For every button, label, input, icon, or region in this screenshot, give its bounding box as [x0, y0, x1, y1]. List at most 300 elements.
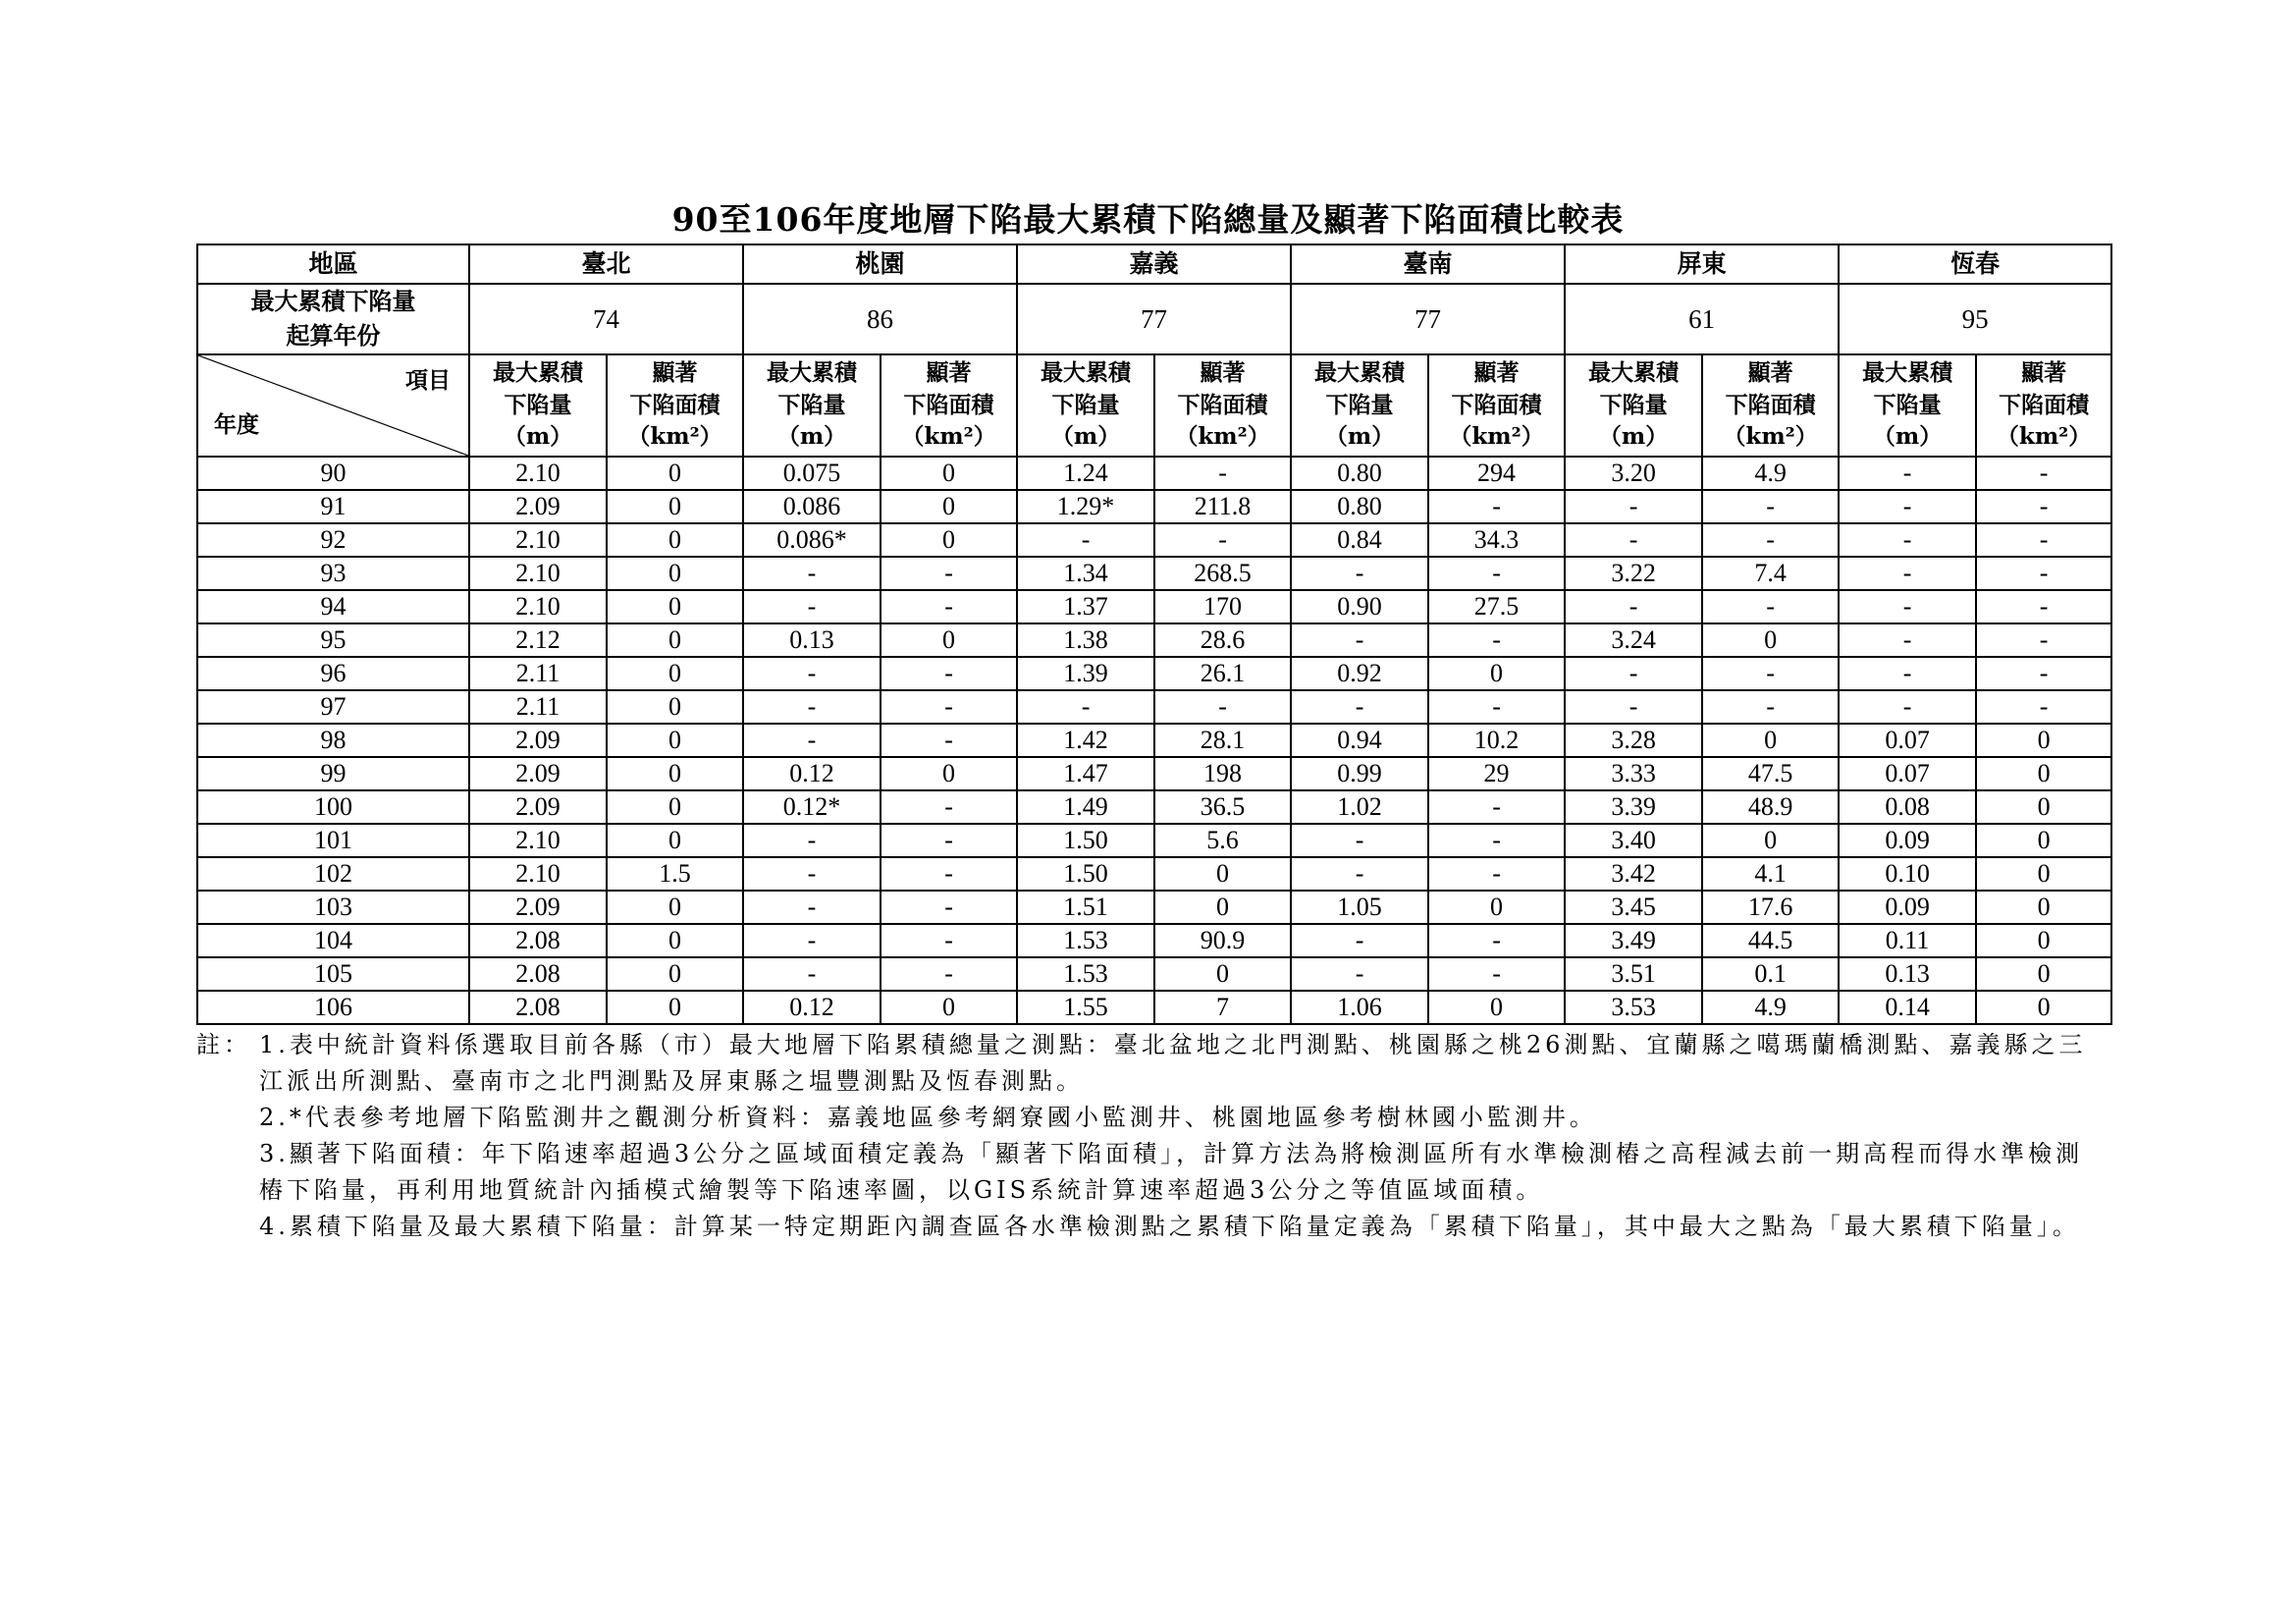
value-cell: 0	[1702, 824, 1839, 857]
value-cell: 4.9	[1702, 457, 1839, 490]
value-cell: -	[1976, 657, 2111, 690]
footnote-text: 顯著下陷面積：年下陷速率超過3公分之區域面積定義為「顯著下陷面積」，計算方法為將檢測區所有水準檢測樁之高程減去前一期高程而得水準檢測樁下陷量，再利用地質統計內插模式繪製等下陷速率圖，以GIS系統計算速率超過3公分之等值區域面積。	[259, 1140, 2084, 1204]
year-cell: 95	[197, 623, 469, 657]
page-title: 90至106年度地層下陷最大累積下陷總量及顯著下陷面積比較表	[671, 200, 1625, 239]
value-cell: 0	[1154, 891, 1291, 924]
value-cell: 3.53	[1565, 991, 1702, 1024]
value-cell: 1.47	[1017, 757, 1154, 790]
table-row	[197, 457, 2111, 490]
value-cell: 0.086*	[743, 523, 881, 557]
value-cell: 2.11	[469, 690, 607, 724]
value-cell: 17.6	[1702, 891, 1839, 924]
start-year-chiayi: 77	[1017, 284, 1291, 354]
value-cell: 1.02	[1291, 790, 1428, 824]
value-cell: 29	[1428, 757, 1565, 790]
value-cell: 1.39	[1017, 657, 1154, 690]
value-cell: -	[1154, 523, 1291, 557]
value-cell: 0.086	[743, 490, 881, 523]
value-cell: 0	[607, 523, 743, 557]
value-cell: 0.14	[1839, 991, 1976, 1024]
value-cell: 0	[607, 657, 743, 690]
value-cell: 0.80	[1291, 490, 1428, 523]
value-cell: 0	[607, 891, 743, 924]
value-cell: 0.07	[1839, 757, 1976, 790]
value-cell: -	[1428, 623, 1565, 657]
value-cell: -	[1976, 590, 2111, 623]
footnote-2	[196, 1100, 2110, 1136]
footnote-4	[196, 1209, 2110, 1245]
value-cell: 28.1	[1154, 724, 1291, 757]
column-header-line: （m）	[1050, 423, 1121, 451]
value-cell: 3.49	[1565, 924, 1702, 957]
value-cell: -	[881, 590, 1017, 623]
value-cell: 0	[1976, 924, 2111, 957]
table-row	[197, 657, 2111, 690]
value-cell: 0	[607, 623, 743, 657]
footnote-3	[196, 1136, 2110, 1209]
year-cell: 97	[197, 690, 469, 724]
value-cell: -	[1976, 690, 2111, 724]
table-row	[197, 991, 2111, 1024]
column-header-line: 下陷量	[1599, 391, 1668, 418]
significant-area-header	[1154, 354, 1291, 457]
value-cell: 0.13	[1839, 957, 1976, 991]
value-cell: 3.39	[1565, 790, 1702, 824]
value-cell: -	[1976, 457, 2111, 490]
year-cell: 106	[197, 991, 469, 1024]
value-cell: 2.10	[469, 557, 607, 590]
value-cell: -	[881, 557, 1017, 590]
column-header-line: 顯著	[652, 359, 698, 387]
max-subsidence-header	[469, 354, 607, 457]
value-cell: 0.84	[1291, 523, 1428, 557]
value-cell: 1.50	[1017, 857, 1154, 891]
value-cell: 0	[607, 790, 743, 824]
footnote-prefix: 註：	[196, 1031, 251, 1058]
value-cell: 2.11	[469, 657, 607, 690]
start-year-taoyuan: 86	[743, 284, 1017, 354]
subsidence-table	[196, 244, 2112, 1025]
column-header-line: 下陷面積	[1177, 391, 1268, 418]
value-cell: -	[1565, 657, 1702, 690]
value-cell: 0.075	[743, 457, 881, 490]
column-header-line: 最大累積	[1314, 359, 1406, 387]
value-cell: 0	[607, 457, 743, 490]
value-cell: 0.09	[1839, 824, 1976, 857]
column-header-line: （km²）	[1723, 423, 1818, 451]
value-cell: 2.09	[469, 891, 607, 924]
value-cell: 5.6	[1154, 824, 1291, 857]
footnote-text: 表中統計資料係選取目前各縣（市）最大地層下陷累積總量之測點：臺北盆地之北門測點、桃園縣之桃26測點、宜蘭縣之噶瑪蘭橋測點、嘉義縣之三江派出所測點、臺南市之北門測點及屏東縣之塭豐測點及恆春測點。	[259, 1031, 2087, 1095]
value-cell: -	[1839, 590, 1976, 623]
region-label: 地區	[197, 244, 469, 284]
value-cell: -	[1017, 523, 1154, 557]
value-cell: 0	[1702, 623, 1839, 657]
value-cell: -	[1428, 490, 1565, 523]
column-header-line: （km²）	[627, 423, 722, 451]
year-cell: 104	[197, 924, 469, 957]
year-cell: 101	[197, 824, 469, 857]
value-cell: -	[881, 924, 1017, 957]
start-year-hengchun: 95	[1839, 284, 2111, 354]
value-cell: 0.11	[1839, 924, 1976, 957]
value-cell: 1.42	[1017, 724, 1154, 757]
value-cell: -	[743, 924, 881, 957]
value-cell: 34.3	[1428, 523, 1565, 557]
item-label: 項目	[405, 367, 451, 394]
max-subsidence-header	[1839, 354, 1976, 457]
value-cell: -	[1428, 690, 1565, 724]
value-cell: 0.12	[743, 991, 881, 1024]
year-cell: 92	[197, 523, 469, 557]
value-cell: 211.8	[1154, 490, 1291, 523]
value-cell: -	[1291, 857, 1428, 891]
value-cell: 0	[1976, 857, 2111, 891]
value-cell: 2.09	[469, 757, 607, 790]
value-cell: 0	[1976, 957, 2111, 991]
value-cell: 1.24	[1017, 457, 1154, 490]
value-cell: -	[1291, 557, 1428, 590]
footnote-number: 2.	[259, 1104, 290, 1131]
value-cell: -	[881, 690, 1017, 724]
year-cell: 93	[197, 557, 469, 590]
value-cell: 44.5	[1702, 924, 1839, 957]
value-cell: 0	[881, 523, 1017, 557]
value-cell: -	[1839, 623, 1976, 657]
table-row	[197, 857, 2111, 891]
value-cell: -	[743, 857, 881, 891]
value-cell: -	[1839, 690, 1976, 724]
value-cell: 3.28	[1565, 724, 1702, 757]
value-cell: -	[743, 590, 881, 623]
table-row	[197, 590, 2111, 623]
column-header-line: （m）	[503, 423, 573, 451]
column-header-line: （m）	[1872, 423, 1943, 451]
value-cell: 1.53	[1017, 924, 1154, 957]
value-cell: 0.80	[1291, 457, 1428, 490]
max-subsidence-header	[1017, 354, 1154, 457]
value-cell: 0.99	[1291, 757, 1428, 790]
value-cell: 0	[607, 690, 743, 724]
value-cell: 0.12	[743, 757, 881, 790]
column-header-row	[197, 354, 2111, 457]
value-cell: 2.10	[469, 857, 607, 891]
value-cell: -	[1976, 623, 2111, 657]
region-taipei: 臺北	[469, 244, 743, 284]
table-row	[197, 957, 2111, 991]
value-cell: 0	[607, 757, 743, 790]
value-cell: 0.12*	[743, 790, 881, 824]
value-cell: 0	[607, 724, 743, 757]
year-cell: 94	[197, 590, 469, 623]
value-cell: -	[1565, 523, 1702, 557]
value-cell: 2.08	[469, 991, 607, 1024]
footnote-text: 累積下陷量及最大累積下陷量：計算某一特定期距內調查區各水準檢測點之累積下陷量定義為「累積下陷量」，其中最大之點為「最大累積下陷量」。	[289, 1213, 2080, 1240]
value-cell: 0.10	[1839, 857, 1976, 891]
footnote-number: 3.	[259, 1140, 290, 1167]
value-cell: 2.08	[469, 957, 607, 991]
value-cell: 27.5	[1428, 590, 1565, 623]
value-cell: -	[1839, 657, 1976, 690]
value-cell: -	[743, 557, 881, 590]
column-header-line: 最大累積	[1588, 359, 1680, 387]
value-cell: 0	[1702, 724, 1839, 757]
value-cell: 2.10	[469, 523, 607, 557]
value-cell: 0	[607, 557, 743, 590]
value-cell: -	[1976, 557, 2111, 590]
value-cell: -	[1839, 557, 1976, 590]
value-cell: -	[881, 790, 1017, 824]
column-header-line: 下陷量	[777, 391, 846, 418]
value-cell: -	[743, 957, 881, 991]
value-cell: -	[1702, 657, 1839, 690]
value-cell: 1.5	[607, 857, 743, 891]
column-header-line: 最大累積	[493, 359, 583, 387]
value-cell: 0	[1976, 757, 2111, 790]
value-cell: -	[1291, 957, 1428, 991]
value-cell: 1.06	[1291, 991, 1428, 1024]
table-row	[197, 490, 2111, 523]
item-year-header	[197, 354, 469, 457]
value-cell: 3.40	[1565, 824, 1702, 857]
value-cell: 0.92	[1291, 657, 1428, 690]
value-cell: 2.10	[469, 824, 607, 857]
column-header-line: 最大累積	[1862, 359, 1953, 387]
year-cell: 99	[197, 757, 469, 790]
value-cell: 0	[607, 490, 743, 523]
value-cell: 0	[881, 757, 1017, 790]
value-cell: -	[1154, 690, 1291, 724]
value-cell: -	[1154, 457, 1291, 490]
max-subsidence-header	[1565, 354, 1702, 457]
table-row	[197, 523, 2111, 557]
value-cell: 0.1	[1702, 957, 1839, 991]
value-cell: 3.33	[1565, 757, 1702, 790]
value-cell: -	[743, 824, 881, 857]
value-cell: 48.9	[1702, 790, 1839, 824]
value-cell: -	[1565, 690, 1702, 724]
value-cell: 170	[1154, 590, 1291, 623]
column-header-line: 最大累積	[767, 359, 858, 387]
year-cell: 102	[197, 857, 469, 891]
value-cell: 1.05	[1291, 891, 1428, 924]
value-cell: 36.5	[1154, 790, 1291, 824]
column-header-line: 下陷量	[1325, 391, 1394, 418]
table-row	[197, 891, 2111, 924]
value-cell: 198	[1154, 757, 1291, 790]
year-cell: 105	[197, 957, 469, 991]
value-cell: 0	[607, 991, 743, 1024]
column-header-line: （km²）	[1175, 423, 1270, 451]
column-header-line: 下陷面積	[903, 391, 994, 418]
start-year-tainan: 77	[1291, 284, 1565, 354]
value-cell: 2.10	[469, 590, 607, 623]
value-cell: 0	[607, 824, 743, 857]
significant-area-header	[881, 354, 1017, 457]
value-cell: -	[1839, 490, 1976, 523]
start-year-label-line1: 最大累積下陷量	[250, 287, 416, 316]
value-cell: 0	[1976, 824, 2111, 857]
value-cell: 2.12	[469, 623, 607, 657]
value-cell: 7	[1154, 991, 1291, 1024]
value-cell: 2.09	[469, 724, 607, 757]
value-cell: 2.09	[469, 790, 607, 824]
year-cell: 91	[197, 490, 469, 523]
value-cell: 3.24	[1565, 623, 1702, 657]
value-cell: 0	[881, 623, 1017, 657]
value-cell: 28.6	[1154, 623, 1291, 657]
year-cell: 100	[197, 790, 469, 824]
value-cell: 0.90	[1291, 590, 1428, 623]
region-header-row	[197, 244, 2111, 284]
value-cell: 294	[1428, 457, 1565, 490]
column-header-line: 顯著	[1747, 359, 1793, 387]
value-cell: -	[1291, 924, 1428, 957]
value-cell: 0	[1976, 991, 2111, 1024]
column-header-line: （m）	[776, 423, 847, 451]
max-subsidence-header	[743, 354, 881, 457]
value-cell: 0.07	[1839, 724, 1976, 757]
value-cell: 2.08	[469, 924, 607, 957]
table-row	[197, 557, 2111, 590]
column-header-line: 下陷面積	[1451, 391, 1542, 418]
footnote-text: *代表參考地層下陷監測井之觀測分析資料：嘉義地區參考網寮國小監測井、桃園地區參考樹林國小監測井。	[289, 1104, 1597, 1131]
value-cell: 7.4	[1702, 557, 1839, 590]
column-header-line: 下陷面積	[629, 391, 721, 418]
value-cell: 26.1	[1154, 657, 1291, 690]
value-cell: -	[1291, 690, 1428, 724]
value-cell: 0	[1976, 724, 2111, 757]
value-cell: -	[743, 657, 881, 690]
value-cell: 4.1	[1702, 857, 1839, 891]
table-row	[197, 724, 2111, 757]
value-cell: 1.38	[1017, 623, 1154, 657]
value-cell: -	[1839, 523, 1976, 557]
value-cell: -	[743, 690, 881, 724]
significant-area-header	[1702, 354, 1839, 457]
footnote-1	[196, 1027, 2110, 1100]
value-cell: 1.34	[1017, 557, 1154, 590]
value-cell: 3.45	[1565, 891, 1702, 924]
value-cell: 0	[1428, 991, 1565, 1024]
column-header-line: 顯著	[1473, 359, 1520, 387]
value-cell: 47.5	[1702, 757, 1839, 790]
column-header-line: 下陷面積	[1725, 391, 1816, 418]
value-cell: 3.51	[1565, 957, 1702, 991]
footnote-number: 1.	[259, 1031, 290, 1058]
value-cell: -	[1976, 490, 2111, 523]
table-row	[197, 757, 2111, 790]
value-cell: 1.49	[1017, 790, 1154, 824]
value-cell: -	[881, 857, 1017, 891]
value-cell: 1.55	[1017, 991, 1154, 1024]
value-cell: 0	[607, 590, 743, 623]
value-cell: 0	[607, 957, 743, 991]
region-pingtung: 屏東	[1565, 244, 1839, 284]
value-cell: 1.29*	[1017, 490, 1154, 523]
value-cell: -	[1565, 590, 1702, 623]
value-cell: 268.5	[1154, 557, 1291, 590]
value-cell: -	[881, 724, 1017, 757]
column-header-line: 顯著	[1200, 359, 1246, 387]
value-cell: 0.94	[1291, 724, 1428, 757]
value-cell: -	[1702, 523, 1839, 557]
value-cell: -	[1702, 690, 1839, 724]
column-header-line: 最大累積	[1041, 359, 1132, 387]
value-cell: 0	[881, 457, 1017, 490]
start-year-row	[197, 284, 2111, 354]
column-header-line: 下陷面積	[1999, 391, 2090, 418]
significant-area-header	[607, 354, 743, 457]
region-taoyuan: 桃園	[743, 244, 1017, 284]
value-cell: -	[743, 724, 881, 757]
column-header-line: （km²）	[1449, 423, 1544, 451]
footnote-number: 4.	[259, 1213, 290, 1240]
year-cell: 98	[197, 724, 469, 757]
start-year-taipei: 74	[469, 284, 743, 354]
column-header-line: （m）	[1598, 423, 1669, 451]
value-cell: 3.22	[1565, 557, 1702, 590]
column-header-line: 下陷量	[1051, 391, 1120, 418]
value-cell: 3.20	[1565, 457, 1702, 490]
column-header-line: （km²）	[901, 423, 996, 451]
value-cell: 0	[881, 991, 1017, 1024]
region-chiayi: 嘉義	[1017, 244, 1291, 284]
year-cell: 103	[197, 891, 469, 924]
region-hengchun: 恆春	[1839, 244, 2111, 284]
value-cell: -	[1565, 490, 1702, 523]
value-cell: -	[1702, 590, 1839, 623]
value-cell: -	[881, 824, 1017, 857]
value-cell: 0	[1428, 891, 1565, 924]
value-cell: -	[881, 891, 1017, 924]
year-cell: 90	[197, 457, 469, 490]
value-cell: 0	[1976, 790, 2111, 824]
value-cell: -	[1428, 857, 1565, 891]
column-header-line: 顯著	[2021, 359, 2067, 387]
value-cell: 0	[1428, 657, 1565, 690]
value-cell: 3.42	[1565, 857, 1702, 891]
value-cell: -	[743, 891, 881, 924]
value-cell: -	[1702, 490, 1839, 523]
value-cell: 1.37	[1017, 590, 1154, 623]
start-year-label	[197, 284, 469, 354]
year-cell: 96	[197, 657, 469, 690]
value-cell: 1.51	[1017, 891, 1154, 924]
value-cell: 10.2	[1428, 724, 1565, 757]
region-tainan: 臺南	[1291, 244, 1565, 284]
value-cell: -	[1976, 523, 2111, 557]
table-row	[197, 690, 2111, 724]
table-row	[197, 790, 2111, 824]
column-header-line: （km²）	[1996, 423, 2092, 451]
significant-area-header	[1428, 354, 1565, 457]
start-year-pingtung: 61	[1565, 284, 1839, 354]
value-cell: -	[1839, 457, 1976, 490]
value-cell: -	[1428, 824, 1565, 857]
column-header-line: 顯著	[926, 359, 972, 387]
value-cell: 0	[1154, 857, 1291, 891]
value-cell: -	[1017, 690, 1154, 724]
value-cell: 2.09	[469, 490, 607, 523]
value-cell: -	[1428, 790, 1565, 824]
value-cell: 1.50	[1017, 824, 1154, 857]
value-cell: 0	[881, 490, 1017, 523]
value-cell: 4.9	[1702, 991, 1839, 1024]
value-cell: 0.08	[1839, 790, 1976, 824]
max-subsidence-header	[1291, 354, 1428, 457]
value-cell: -	[1428, 957, 1565, 991]
